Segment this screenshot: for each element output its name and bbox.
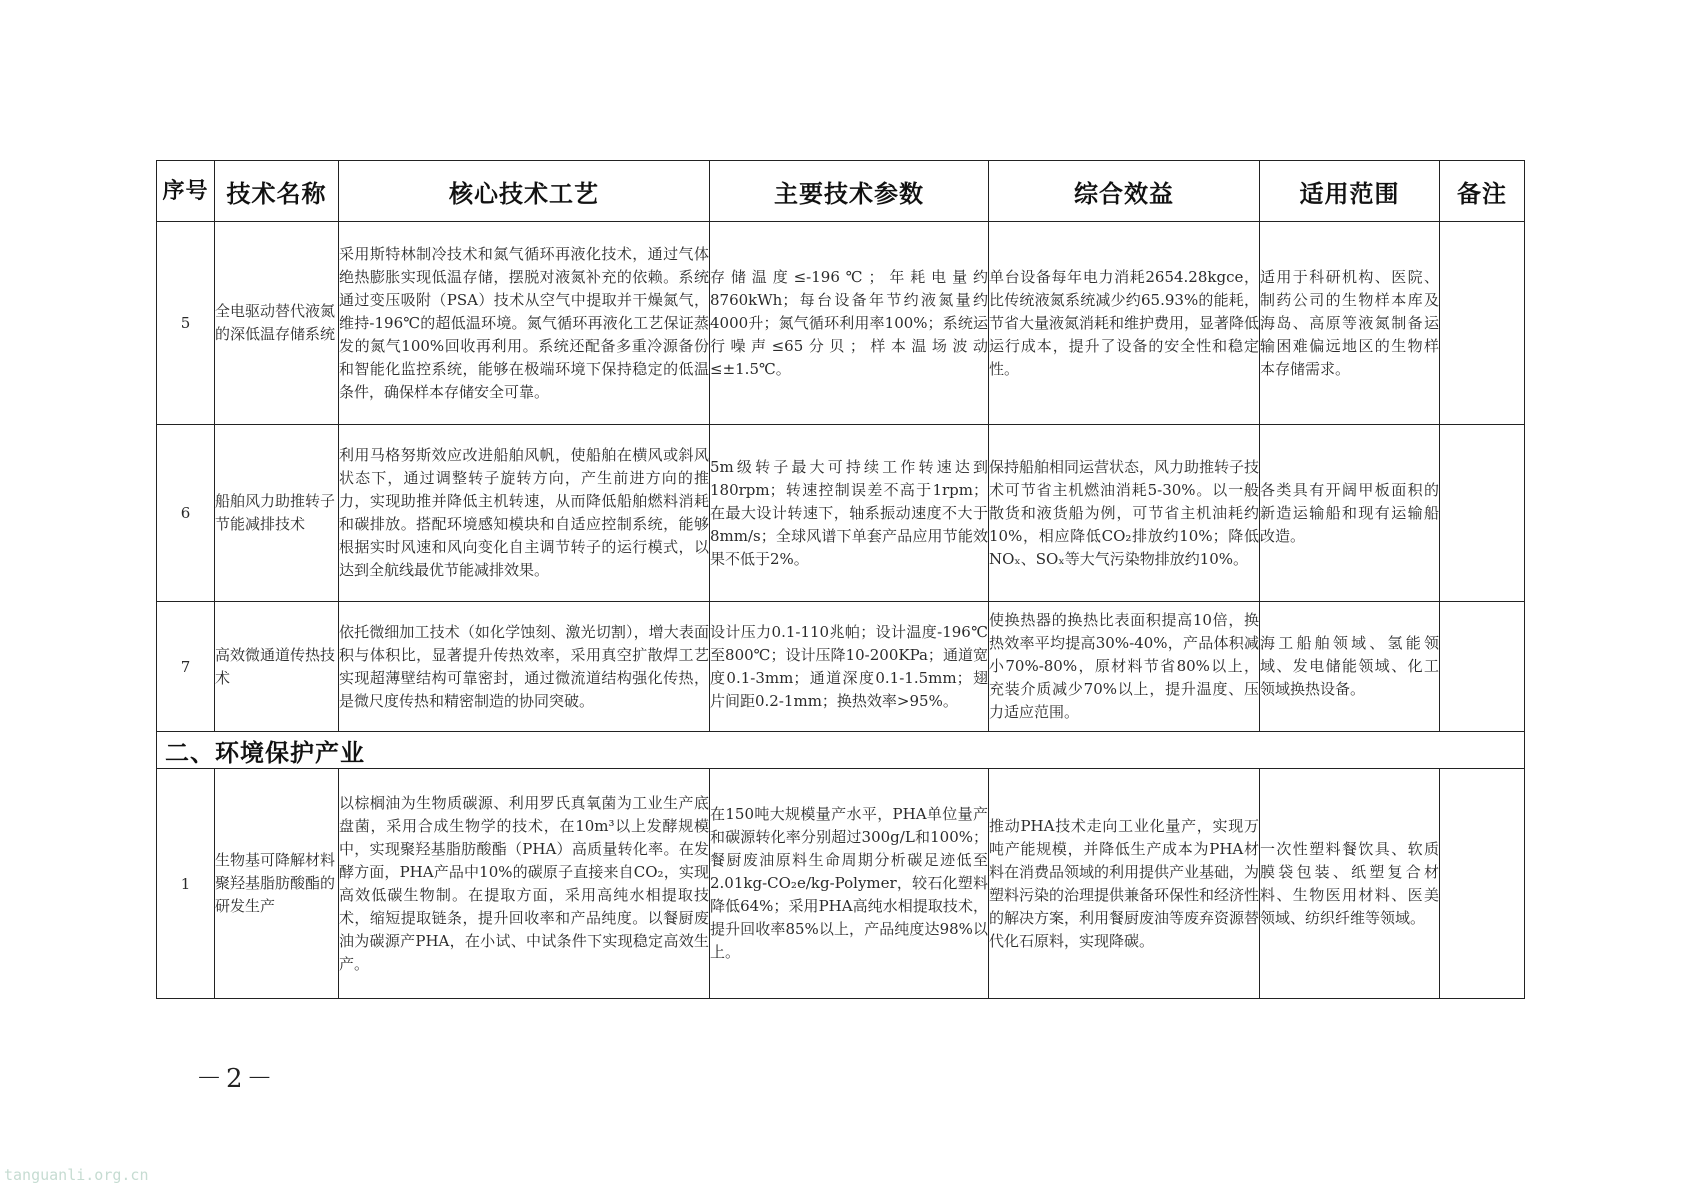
page-number: －2－ [196, 1064, 277, 1094]
overall-benefits-cell: 单台设备每年电力消耗2654.28kgce，比传统液氮系统减少约65.93%的能耗，节省大量液氮消耗和维护费用，显著降低运行成本，提升了设备的安全性和稳定性。 [989, 222, 1260, 425]
section-title: 二、环境保护产业 [157, 732, 1525, 769]
applicable-scope-cell: 适用于科研机构、医院、制药公司的生物样本库及海岛、高原等液氮制备运输困难偏远地区的生物样本存储需求。 [1260, 222, 1440, 425]
header-applicable-scope: 适用范围 [1260, 161, 1440, 222]
applicable-scope-cell: 各类具有开阔甲板面积的新造运输船和现有运输船改造。 [1260, 425, 1440, 602]
main-parameters-cell: 存储温度≤-196℃；年耗电量约8760kWh；每台设备年节约液氮量约4000升；氮气循环利用率100%；系统运行噪声≤65分贝；样本温场波动≤±1.5℃。 [710, 222, 989, 425]
source-watermark: tanguanli.org.cn [4, 1166, 149, 1184]
technology-name-cell: 高效微通道传热技术 [215, 602, 339, 732]
serial-number-cell: 1 [157, 769, 215, 999]
main-parameters-cell: 5m级转子最大可持续工作转速达到180rpm；转速控制误差不高于1rpm；在最大设计转速下，轴系振动速度不大于8mm/s；全球风谱下单套产品应用节能效果不低于2%。 [710, 425, 989, 602]
table-row [157, 769, 1525, 999]
core-process-cell: 利用马格努斯效应改进船舶风帆，使船舶在横风或斜风状态下，通过调整转子旋转方向，产生前进方向的推力，实现助推并降低主机转速，从而降低船舶燃料消耗和碳排放。搭配环境感知模块和自适应控制系统，能够根据实时风速和风向变化自主调节转子的运行模式，以达到全航线最优节能减排效果。 [339, 425, 710, 602]
technology-name-cell: 生物基可降解材料聚羟基脂肪酸酯的研发生产 [215, 769, 339, 999]
header-technology-name: 技术名称 [215, 161, 339, 222]
overall-benefits-cell: 使换热器的换热比表面积提高10倍，换热效率平均提高30%-40%，产品体积减小70%-80%，原材料节省80%以上，充装介质减少70%以上，提升温度、压力适应范围。 [989, 602, 1260, 732]
table-row [157, 425, 1525, 602]
serial-number-cell: 6 [157, 425, 215, 602]
notes-cell [1440, 222, 1525, 425]
section-row [157, 732, 1525, 769]
technology-name-cell: 船舶风力助推转子节能减排技术 [215, 425, 339, 602]
header-overall-benefits: 综合效益 [989, 161, 1260, 222]
applicable-scope-cell: 海工船舶领域、氢能领域、发电储能领域、化工领域换热设备。 [1260, 602, 1440, 732]
table-row [157, 222, 1525, 425]
technology-name-cell: 全电驱动替代液氮的深低温存储系统 [215, 222, 339, 425]
header-notes: 备注 [1440, 161, 1525, 222]
technology-catalog-table [156, 160, 1525, 999]
main-parameters-cell: 设计压力0.1-110兆帕；设计温度-196℃至800℃；设计压降10-200KPa；通道宽度0.1-3mm；通道深度0.1-1.5mm；翅片间距0.2-1mm；换热效率>95%。 [710, 602, 989, 732]
notes-cell [1440, 602, 1525, 732]
core-process-cell: 依托微细加工技术（如化学蚀刻、激光切割），增大表面积与体积比，显著提升传热效率，采用真空扩散焊工艺实现超薄壁结构可靠密封，通过微流道结构强化传热，是微尺度传热和精密制造的协同突破。 [339, 602, 710, 732]
table-row [157, 602, 1525, 732]
notes-cell [1440, 769, 1525, 999]
serial-number-cell: 7 [157, 602, 215, 732]
header-core-process: 核心技术工艺 [339, 161, 710, 222]
core-process-cell: 采用斯特林制冷技术和氮气循环再液化技术，通过气体绝热膨胀实现低温存储，摆脱对液氮补充的依赖。系统通过变压吸附（PSA）技术从空气中提取并干燥氮气，维持-196℃的超低温环境。氮气循环再液化工艺保证蒸发的氮气100%回收再利用。系统还配备多重冷源备份和智能化监控系统，能够在极端环境下保持稳定的低温条件，确保样本存储安全可靠。 [339, 222, 710, 425]
applicable-scope-cell: 一次性塑料餐饮具、软质膜袋包装、纸塑复合材料、生物医用材料、医美领域、纺织纤维等领域。 [1260, 769, 1440, 999]
core-process-cell: 以棕榈油为生物质碳源、利用罗氏真氧菌为工业生产底盘菌，采用合成生物学的技术，在10m³以上发酵规模中，实现聚羟基脂肪酸酯（PHA）高质量转化率。在发酵方面，PHA产品中10%的碳原子直接来自CO₂，实现高效低碳生物制。在提取方面，采用高纯水相提取技术，缩短提取链条，提升回收率和产品纯度。以餐厨废油为碳源产PHA，在小试、中试条件下实现稳定高效生产。 [339, 769, 710, 999]
main-parameters-cell: 在150吨大规模量产水平，PHA单位量产和碳源转化率分别超过300g/L和100%；餐厨废油原料生命周期分析碳足迹低至2.01kg-CO₂e/kg-Polymer，较石化塑料降低64%；采用PHA高纯水相提取技术，提升回收率85%以上，产品纯度达98%以上。 [710, 769, 989, 999]
overall-benefits-cell: 推动PHA技术走向工业化量产，实现万吨产能规模，并降低生产成本为PHA材料在消费品领域的利用提供产业基础，为塑料污染的治理提供兼备环保性和经济性的解决方案，利用餐厨废油等废弃资源替代化石原料，实现降碳。 [989, 769, 1260, 999]
overall-benefits-cell: 保持船舶相同运营状态，风力助推转子技术可节省主机燃油消耗5-30%。以一般散货和液货船为例，可节省主机油耗约10%，相应降低CO₂排放约10%；降低NOₓ、SOₓ等大气污染物排放约10%。 [989, 425, 1260, 602]
serial-number-cell: 5 [157, 222, 215, 425]
table-header-row [157, 161, 1525, 222]
notes-cell [1440, 425, 1525, 602]
header-serial-number: 序号 [157, 161, 215, 222]
header-main-parameters: 主要技术参数 [710, 161, 989, 222]
